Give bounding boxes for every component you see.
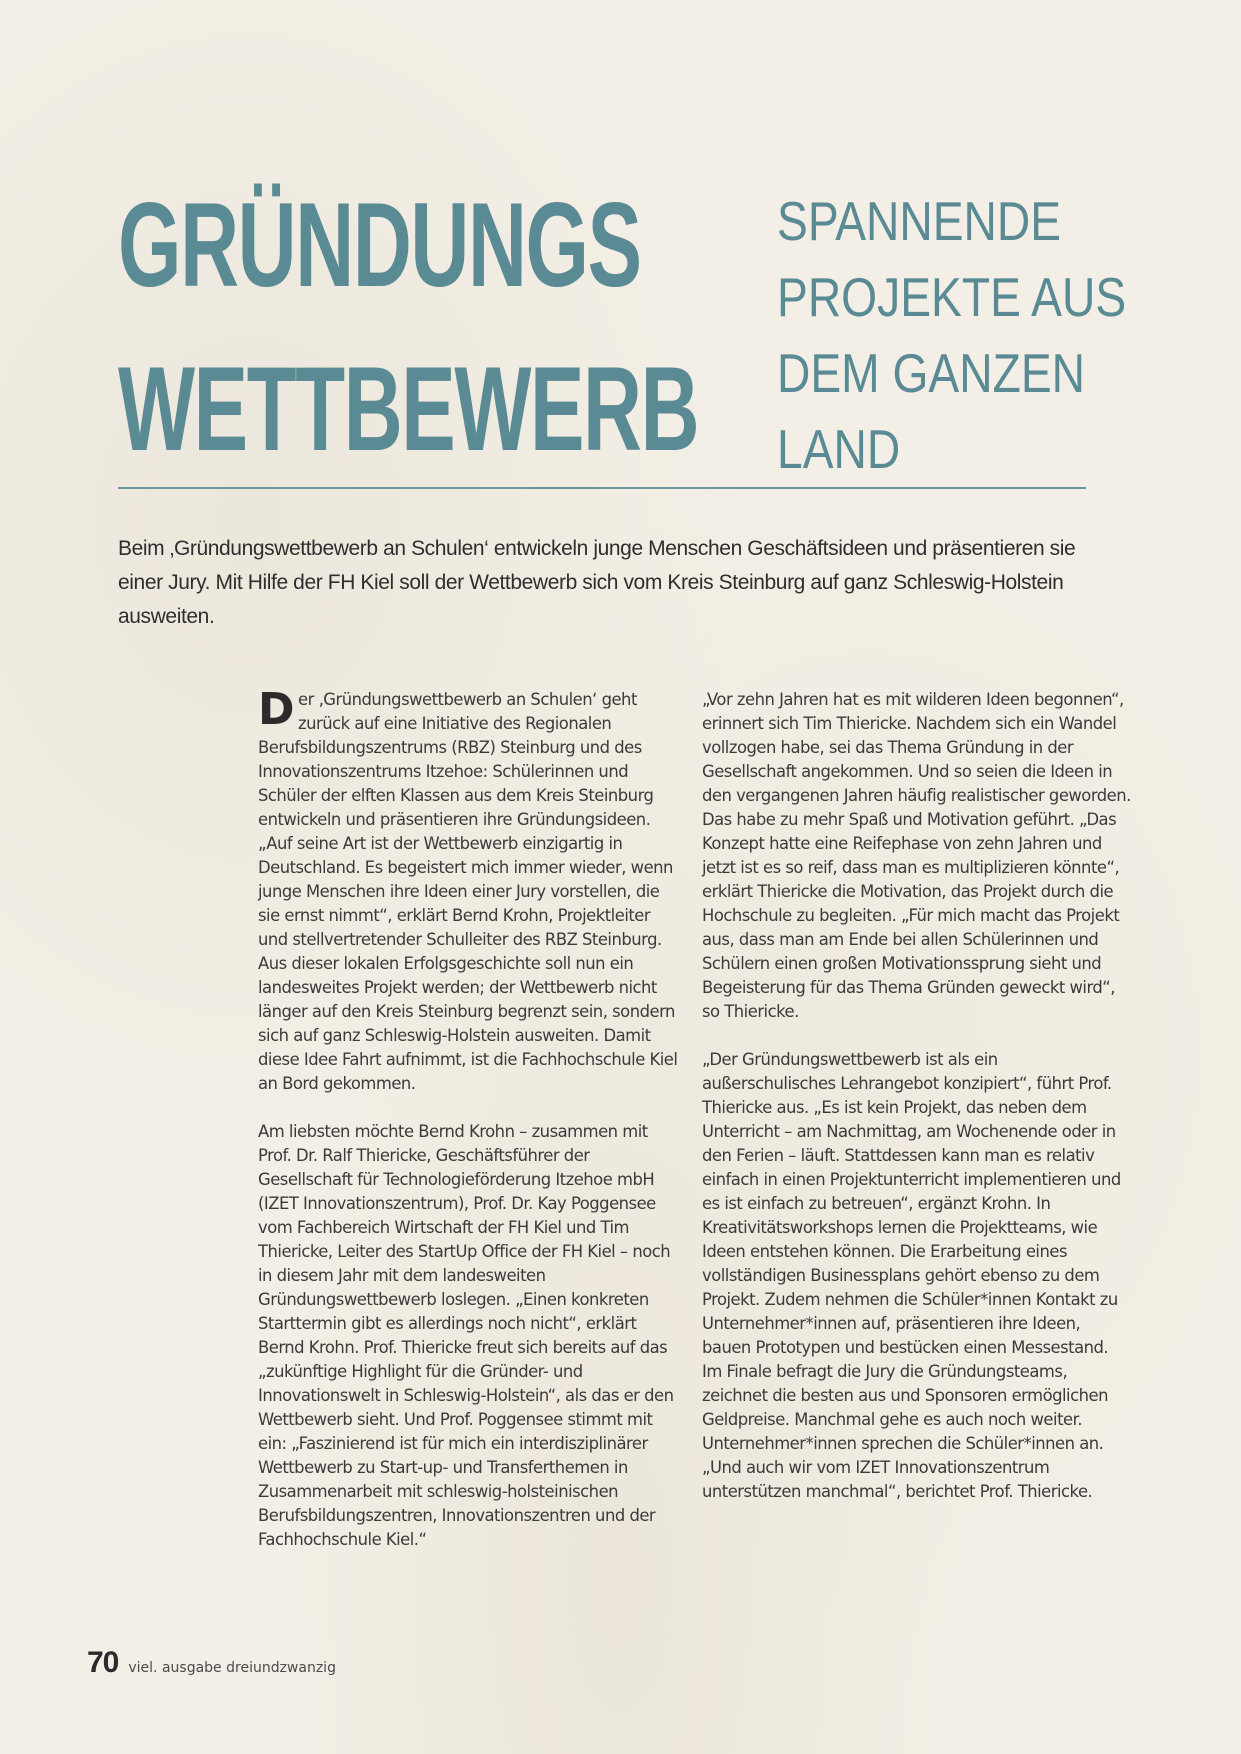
article-paragraph-4: „Der Gründungswettbewerb ist als ein außerschulisches Lehrangebot konzipiert“, führt Prof. Thiericke aus. „Es ist kein Projekt, das neben dem Unterricht – am Nachmittag, am Wochenende oder in den Ferien – läuft. Stattdessen kann man es relativ einfach in einen Projektunterricht implementieren und es ist einfach zu betreuen“, ergänzt Krohn. In Kreativitätsworkshops lernen die Projektteams, wie Ideen entstehen können. Die Erarbeitung eines vollständigen Businessplans gehört ebenso zu dem Projekt. Zudem nehmen die Schüler*innen Kontakt zu Unternehmer*innen auf, präsentieren ihre Ideen, bauen Prototypen und bestücken einen Messestand. Im Finale befragt die Jury die Gründungsteams, zeichnet die besten aus und Sponsoren ermöglichen Geldpreise. Manchmal gehe es auch noch weiter. Unternehmer*innen sprechen die Schüler*innen an. „Und auch wir vom IZET Innovationszentrum unterstützen manchmal“, berichtet Prof. Thiericke. <box>702 1050 1121 1501</box>
headline <box>118 163 698 491</box>
intro-text: Beim ‚Gründungswettbewerb an Schulen‘ entwickeln junge Menschen Geschäftsideen und präsentieren sie einer Jury. Mit Hilfe der FH Kiel soll der Wettbewerb sich vom Kreis Steinburg auf ganz Schleswig-Holstein ausweiten. <box>118 537 1076 628</box>
article-column-right <box>702 688 1132 1528</box>
subheadline-line-2: PROJEKTE AUS <box>777 266 1127 328</box>
article-paragraph-1-text: er ‚Gründungswettbewerb an Schulen‘ geht zurück auf eine Initiative des Regionalen Berufsbildungszentrums (RBZ) Steinburg und des Innovationszentrums Itzehoe: Schülerinnen und Schüler der elften Klassen aus dem Kreis Steinburg entwickeln und präsentieren ihre Gründungsideen. „Auf seine Art ist der Wettbewerb einzigartig in Deutschland. Es begeistert mich immer wieder, wenn junge Menschen ihre Ideen einer Jury vorstellen, die sie ernst nimmt“, erklärt Bernd Krohn, Projektleiter und stellvertretender Schulleiter des RBZ Steinburg. Aus dieser lokalen Erfolgsgeschichte soll nun ein landesweites Projekt werden; der Wettbewerb nicht länger auf den Kreis Steinburg begrenzt sein, sondern sich auf ganz Schleswig-Holstein ausweiten. Damit diese Idee Fahrt aufnimmt, ist die Fachhochschule Kiel an Bord gekommen. <box>258 690 678 1093</box>
article-paragraph-1 <box>258 684 678 1096</box>
header-divider <box>118 487 1086 489</box>
subheadline <box>777 183 1126 487</box>
subheadline-line-1: SPANNENDE <box>777 190 1062 252</box>
page-number: 70 <box>87 1646 119 1679</box>
subheadline-line-4: LAND <box>777 418 901 480</box>
publication-name: viel. ausgabe dreiundzwanzig <box>128 1660 336 1676</box>
article-paragraph-2: Am liebsten möchte Bernd Krohn – zusammen mit Prof. Dr. Ralf Thiericke, Geschäftsführer der Gesellschaft für Technologieförderung Itzehoe mbH (IZET Innovationszentrum), Prof. Dr. Kay Poggensee vom Fachbereich Wirtschaft der FH Kiel und Tim Thiericke, Leiter des StartUp Office der FH Kiel – noch in diesem Jahr mit dem landesweiten Gründungswettbewerb loslegen. „Einen konkreten Starttermin gibt es allerdings noch nicht“, erklärt Bernd Krohn. Prof. Thiericke freut sich bereits auf das „zukünftige Highlight für die Gründer- und Innovationswelt in Schleswig-Holstein“, als das er den Wettbewerb sieht. Und Prof. Poggensee stimmt mit ein: „Faszinierend ist für mich ein interdisziplinärer Wettbewerb zu Start-up- und Transferthemen in Zusammenarbeit mit schleswig-holsteinischen Berufsbildungszentren, Innovationszentren und der Fachhochschule Kiel.“ <box>258 1122 674 1549</box>
drop-cap: D <box>258 684 295 735</box>
subheadline-line-3: DEM GANZEN <box>777 342 1086 404</box>
article-paragraph-3: „Vor zehn Jahren hat es mit wilderen Ideen begonnen“, erinnert sich Tim Thiericke. Nachdem sich ein Wandel vollzogen habe, sei das Thema Gründung in der Gesellschaft angekommen. Und so seien die Ideen in den vergangenen Jahren häufig realistischer geworden. Das habe zu mehr Spaß und Motivation geführt. „Das Konzept hatte eine Reifephase von zehn Jahren und jetzt ist es so reif, dass man es multiplizieren könnte“, erklärt Thiericke die Motivation, das Projekt durch die Hochschule zu begleiten. „Für mich macht das Projekt aus, dass man am Ende bei allen Schülerinnen und Schülern einen großen Motivationssprung sieht und Begeisterung für das Thema Gründen geweckt wird“, so Thiericke. <box>702 690 1131 1021</box>
headline-line-1: GRÜNDUNGS <box>118 178 641 312</box>
article-column-left <box>258 684 678 1576</box>
page-footer <box>87 1646 336 1680</box>
headline-line-2: WETTBEWERB <box>118 342 699 476</box>
